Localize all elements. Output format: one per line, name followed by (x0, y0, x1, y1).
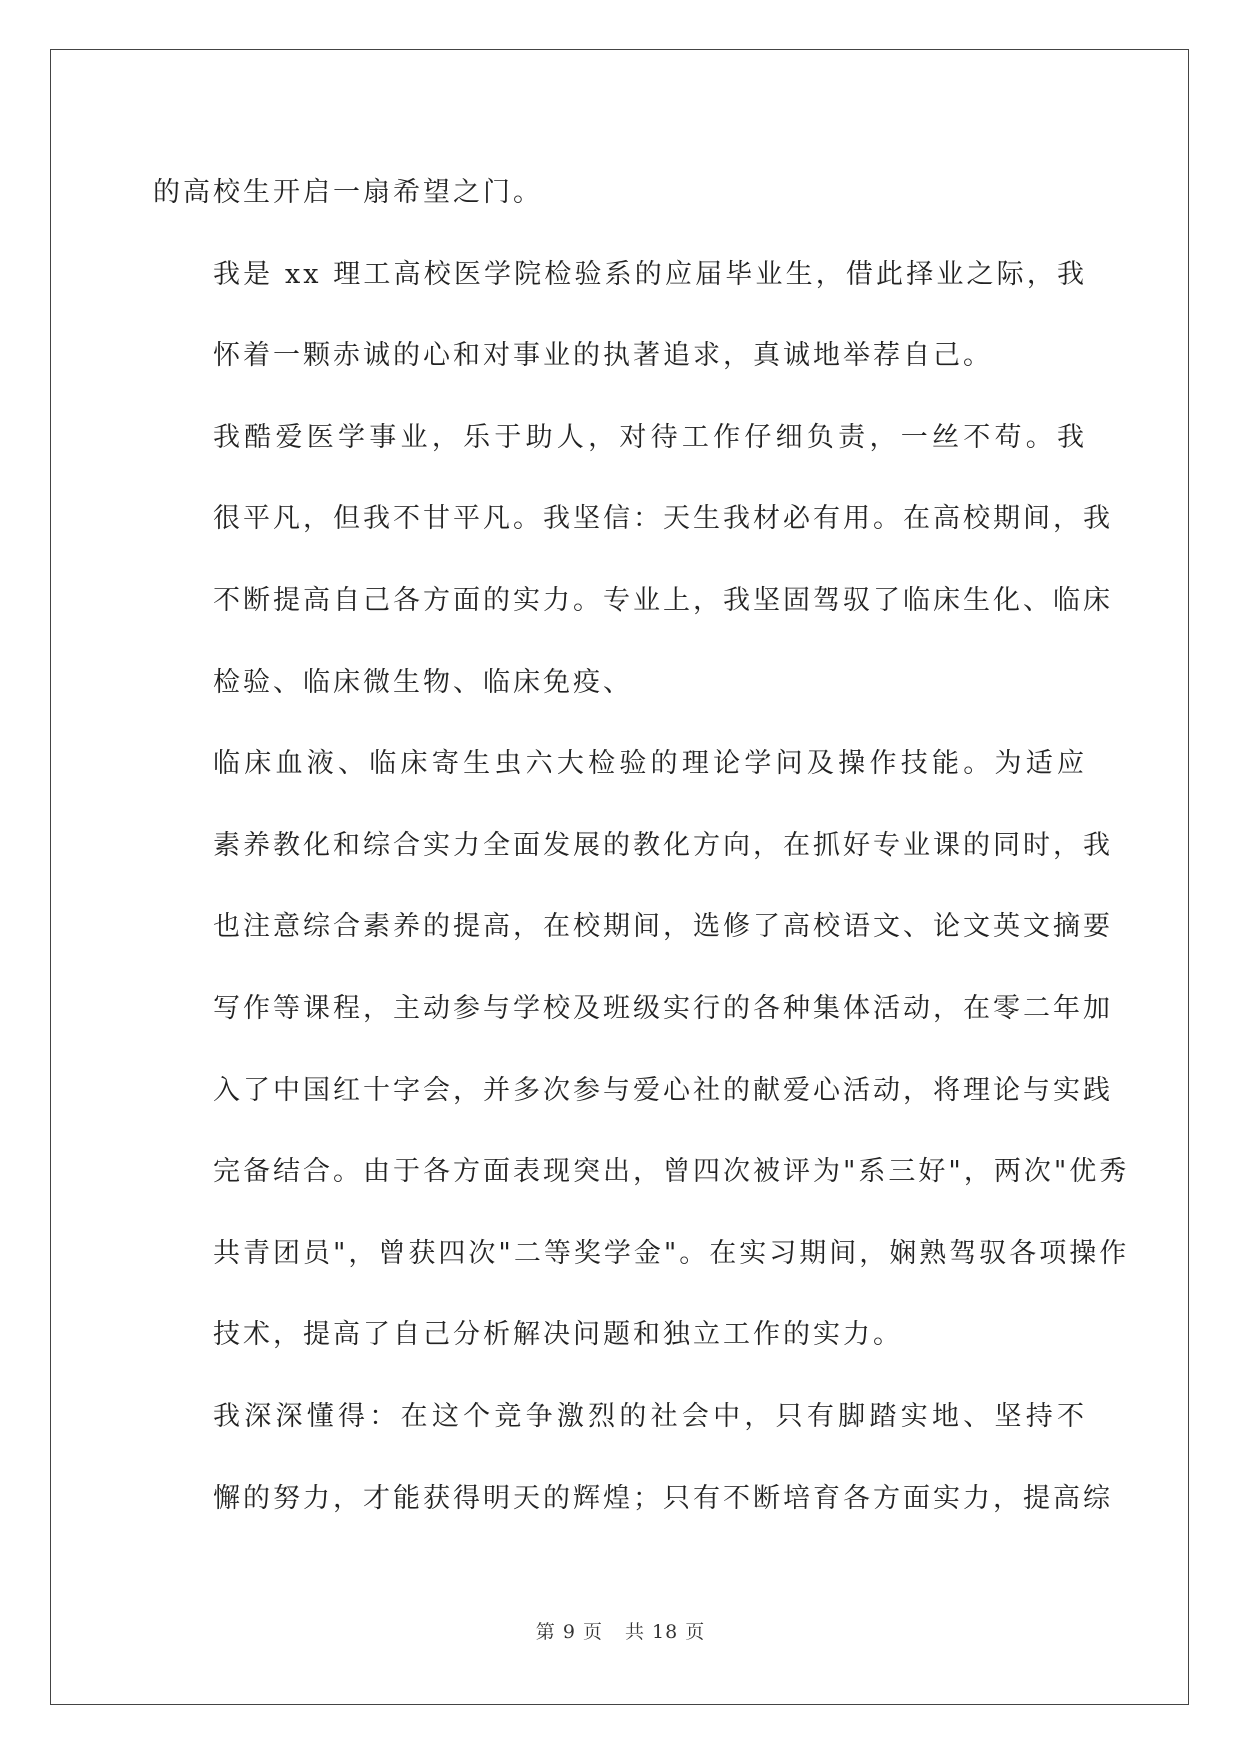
page-number: 第 9 页 (535, 1621, 603, 1643)
text-line: 懈的努力，才能获得明天的辉煌；只有不断培育各方面实力，提高综 (213, 1482, 1113, 1514)
text-line: 入了中国红十字会，并多次参与爱心社的献爱心活动，将理论与实践 (213, 1074, 1113, 1106)
text-line: 共青团员"，曾获四次"二等奖学金"。在实习期间，娴熟驾驭各项操作 (213, 1237, 1130, 1269)
paragraph-5 (153, 1376, 1113, 1539)
paragraph-4 (153, 723, 1130, 1376)
document-body (153, 152, 1130, 1539)
text-line: 我酷爱医学事业，乐于助人，对待工作仔细负责，一丝不苟。我 (213, 421, 1087, 453)
text-line: 我深深懂得：在这个竞争激烈的社会中，只有脚踏实地、坚持不 (213, 1400, 1087, 1432)
text-line: 怀着一颗赤诚的心和对事业的执著追求，真诚地举荐自己。 (213, 340, 993, 372)
text-line: 也注意综合素养的提高，在校期间，选修了高校语文、论文英文摘要 (213, 911, 1113, 943)
paragraph-1 (153, 152, 1087, 234)
page-total: 共 18 页 (624, 1621, 706, 1643)
text-line: 临床血液、临床寄生虫六大检验的理论学问及操作技能。为适应 (213, 748, 1087, 780)
text-line: 不断提高自己各方面的实力。专业上，我坚固驾驭了临床生化、临床 (213, 584, 1113, 616)
text-line: 很平凡，但我不甘平凡。我坚信：天生我材必有用。在高校期间，我 (213, 503, 1113, 535)
text-line: 检验、临床微生物、临床免疫、 (213, 666, 633, 698)
text-line: 完备结合。由于各方面表现突出，曾四次被评为"系三好"，两次"优秀 (213, 1156, 1130, 1188)
text-line: 技术，提高了自己分析解决问题和独立工作的实力。 (213, 1319, 903, 1351)
text-line: 写作等课程，主动参与学校及班级实行的各种集体活动，在零二年加 (213, 992, 1113, 1024)
text-line: 素养教化和综合实力全面发展的教化方向，在抓好专业课的同时，我 (213, 829, 1113, 861)
paragraph-3 (153, 397, 1113, 723)
paragraph-2 (153, 234, 1087, 397)
text-line: 的高校生开启一扇希望之门。 (153, 177, 543, 208)
page-footer (0, 1617, 1241, 1644)
text-line: 我是 xx 理工高校医学院检验系的应届毕业生，借此择业之际，我 (213, 258, 1087, 290)
